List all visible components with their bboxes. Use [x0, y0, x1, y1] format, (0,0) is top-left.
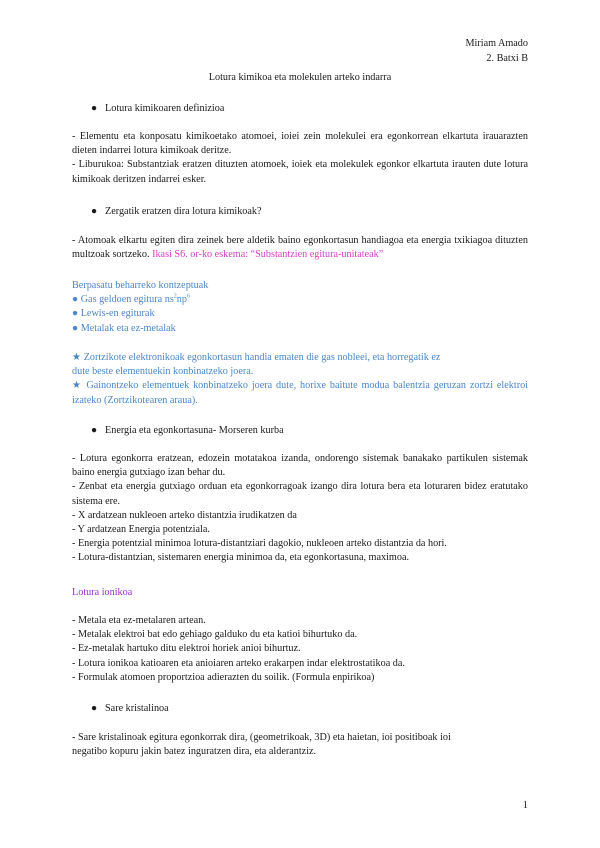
definition-line: - Liburukoa: Substantziak eratzen dituzten atomoek, ioiek eta molekulek egonkor elkartuta irauten dute lotura kimikoak deritzen indarrei esker. — [72, 159, 528, 185]
definition-paragraph — [72, 130, 528, 187]
review-concepts — [72, 279, 528, 336]
crystal-line: - Sare kristalinoak egitura egonkorrak dira, (geometrikoak, 3D) eta haietan, ioi positiboak ioi — [72, 732, 451, 743]
energy-paragraph — [72, 452, 528, 566]
star-icon: ★ — [72, 352, 82, 363]
crystal-paragraph — [72, 731, 528, 759]
energy-line: - Lotura-distantzian, sistemaren energia minimoa da, eta egonkortasuna, maximoa. — [72, 552, 410, 564]
bullet-icon: ● — [72, 322, 79, 334]
section-heading-crystal: ● Sare kristalinoa — [91, 703, 169, 714]
energy-line: - Zenbat eta energia gutxiago orduan eta egonkorragoak izango dira lotura bera eta loturaren bidez eratutako sistema ere. — [72, 481, 528, 507]
crystal-line: negatibo kopuru jakin batez inguratzen dira, eta alderantziz. — [72, 746, 317, 758]
review-item: ● Lewis-en egiturak — [72, 308, 155, 320]
review-item: ● Metalak eta ez-metalak — [72, 322, 176, 334]
bullet-icon: ● — [91, 103, 98, 114]
ionic-line: - Lotura ionikoa katioaren eta anioiaren arteko erakarpen indar elektrostatikoa da. — [72, 657, 405, 669]
document-title: Lotura kimikoa eta molekulen arteko indarra — [208, 72, 392, 83]
bullet-icon: ● — [72, 308, 79, 320]
energy-line: - Y ardatzean Energia potentziala. — [72, 524, 210, 536]
definition-line: - Elementu eta konposatu kimikoetako atomoei, ioiei zein molekulei era egonkorrean elkartuta irauarazten dieten indarrei lotura kimikoak deritze. — [72, 131, 528, 157]
review-item: ● Gas geldoen egitura $ns^2np^6$ — [72, 293, 190, 306]
section-heading-ionic: Lotura ionikoa — [72, 587, 133, 598]
ionic-line: - Ez-metalak hartuko ditu elektroi horiek anioi bihurtuz. — [72, 643, 301, 655]
bullet-icon: ● — [91, 425, 98, 436]
author-block — [465, 36, 528, 66]
page-number: 1 — [522, 800, 528, 811]
bullet-icon: ● — [91, 206, 98, 217]
octet-note-2: ★ Gainontzeko elementuek konbinatzeko joera dute, horixe baitute modua balentzia geruzan zortzi elektroi izateko (Zortzikotearen araua). — [72, 380, 529, 406]
author-name: Miriam Amado — [465, 38, 528, 49]
star-icon: ★ — [72, 380, 83, 392]
ionic-paragraph — [72, 614, 528, 685]
section-heading-energy: ● Energia eta egonkortasuna- Morseren kurba — [91, 425, 284, 436]
scheme-reference-link[interactable]: Ikasi S6. or-ko eskema: “Substantzien egitura-unitateak” — [152, 249, 384, 261]
energy-line: - Energia potentzial minimoa lotura-distantziari dagokio, nukleoen arteko distantzia da hori. — [72, 538, 447, 550]
octet-note-1: ★ Zortzikote elektronikoak egonkortasun handia ematen die gas nobleei, eta horregatik ez — [72, 352, 441, 363]
ionic-line: - Metalak elektroi bat edo gehiago galduko du eta katioi bihurtuko da. — [72, 629, 358, 641]
why-text: - Atomoak elkartu egiten dira zeinek bere aldetik baino egonkortasun handiagoa eta energia txikiagoa dituzten multzoak sortzeko. — [72, 235, 528, 261]
review-title: Berpasatu beharreko kontzeptuak — [72, 280, 209, 291]
section-heading-why: ● Zergatik eratzen dira lotura kimikoak? — [91, 206, 262, 217]
energy-line: - X ardatzean nukleoen arteko distantzia irudikatzen da — [72, 509, 297, 521]
bullet-icon: ● — [91, 703, 98, 714]
why-paragraph — [72, 234, 528, 262]
bullet-icon: ● — [72, 294, 79, 306]
author-class: 2. Batxi B — [486, 53, 528, 64]
ionic-line: - Formulak atomoen proportzioa adierazten du soilik. (Formula enpirikoa) — [72, 671, 375, 683]
octet-note-1-cont: dute beste elementuekin konbinatzeko joera. — [72, 366, 254, 378]
ionic-line: - Metala eta ez-metalaren artean. — [72, 615, 206, 626]
octet-notes — [72, 351, 528, 408]
section-heading-definition: ● Lotura kimikoaren definizioa — [91, 103, 225, 114]
energy-line: - Lotura egonkorra eratzean, edozein motatakoa izanda, ondorengo sistemak banakako partikulen sistemak baino energia gutxiago izan behar du. — [72, 453, 528, 479]
